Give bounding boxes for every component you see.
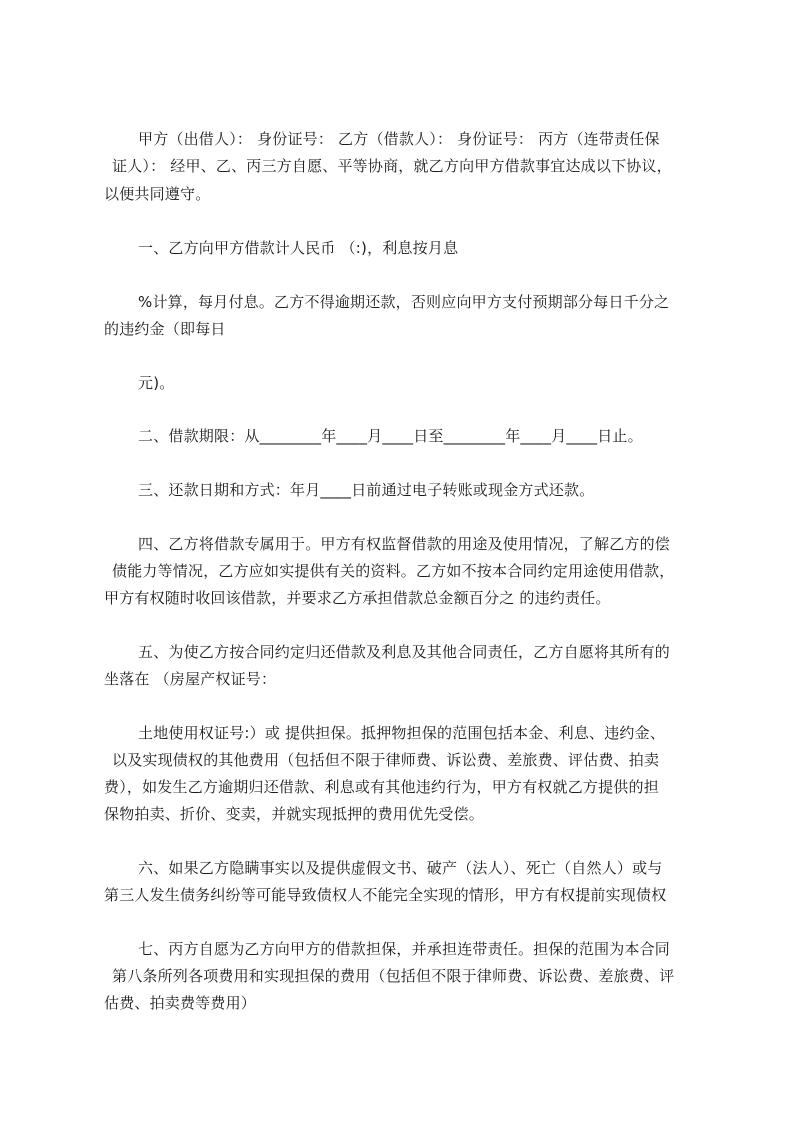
text-line: 估费、拍卖费等费用） — [104, 994, 257, 1012]
text-line: 保物拍卖、折价、变卖，并就实现抵押的费用优先受偿。 — [104, 805, 485, 823]
text-line: 二、借款期限：从________年____月____日至________年____月____日止。 — [138, 427, 643, 445]
text-line: 的违约金（即每日 — [104, 320, 226, 338]
text-line: 六、如果乙方隐瞒事实以及提供虚假文书、破产（法人）、死亡（自然人）或与 — [138, 859, 663, 877]
text-line: 甲方有权随时收回该借款，并要求乙方承担借款总金额百分之 的违约责任。 — [104, 589, 611, 607]
text-line: 土地使用权证号:）或 提供担保。抵押物担保的范围包括本金、利息、违约金、 — [138, 724, 666, 742]
text-line: 以便共同遵守。 — [104, 185, 211, 203]
text-line: 第八条所列各项费用和实现担保的费用（包括但不限于律师费、诉讼费、差旅费、评 — [112, 967, 675, 985]
text-line: 第三人发生债务纠纷等可能导致债权人不能完全实现的情形，甲方有权提前实现债权 — [104, 886, 667, 904]
text-line: 甲方（出借人）： 身份证号： 乙方（借款人）： 身份证号： 丙方（连带责任保 — [138, 130, 660, 148]
text-line: 费），如发生乙方逾期归还借款、利息或有其他违约行为，甲方有权就乙方提供的担 — [104, 778, 659, 796]
text-line: 坐落在 （房屋产权证号： — [104, 670, 277, 688]
text-line: %计算，每月付息。乙方不得逾期还款，否则应向甲方支付预期部分每日千分之 — [138, 293, 670, 311]
text-line: 一、乙方向甲方借款计人民币 （:)，利息按月息 — [138, 239, 459, 257]
text-line: 七、丙方自愿为乙方向甲方的借款担保，并承担连带责任。担保的范围为本合同 — [138, 940, 671, 958]
text-line: 四、乙方将借款专属用于。甲方有权监督借款的用途及使用情况，了解乙方的偿 — [138, 535, 671, 553]
text-line: 以及实现债权的其他费用（包括但不限于律师费、诉讼费、差旅费、评估费、拍卖 — [112, 751, 660, 769]
text-line: 三、还款日期和方式：年月____日前通过电子转账或现金方式还款。 — [138, 481, 595, 499]
text-line: 五、为使乙方按合同约定归还借款及利息及其他合同责任，乙方自愿将其所有的 — [138, 643, 671, 661]
text-line: 元)。 — [138, 374, 175, 392]
text-line: 证人）： 经甲、乙、丙三方自愿、平等协商，就乙方向甲方借款事宜达成以下协议， — [112, 157, 672, 175]
text-line: 债能力等情况，乙方应如实提供有关的资料。乙方如不按本合同约定用途使用借款， — [112, 562, 675, 580]
